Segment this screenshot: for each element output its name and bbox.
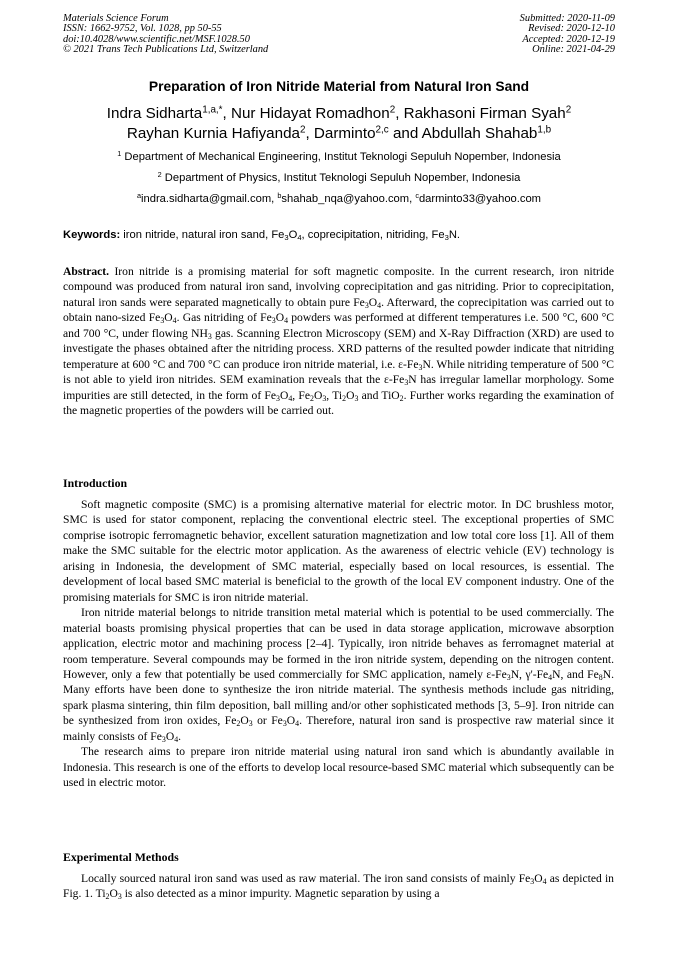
affiliation-1: $^1$ Department of Mechanical Engineering, Institut Teknologi Sepuluh Nopember, Indonesia [117,149,561,163]
experimental-body [63,871,614,902]
author-list [0,104,678,144]
introduction-body [63,497,614,791]
keywords-label: Keywords: [63,229,121,241]
author-line-2: Rayhan Kurnia Hafiyanda$^2$, Darminto$^{2,c}$ and Abdullah Shahab$^{1,b}$ [126,124,552,142]
date-revised: Revised: 2020-12-10 [528,23,615,35]
email-c[interactable]: darminto33@yahoo.com [418,193,542,205]
journal-copyright: © 2021 Trans Tech Publications Ltd, Switzerland [63,44,269,56]
intro-paragraph-1: Soft magnetic composite (SMC) is a promising alternative material for electric motor. In DC brushless motor, SMC is used for stator component, replacing the conventional electric steel. The exceptional properties of SMC comprise isotropic ferromagnetic behavior, excellent saturation magnetization and low total core loss [1]. All of them make the SMC suitable for the electric motor application. As the awareness of electric vehicle (EV) technology is arising in Indonesia, the development of SMC material, especially based on local resources, is essential. The development of local based SMC material is beneficial to the growth of the local EV component industry. One of the promising materials for SMC is iron nitride material. [63,498,614,604]
journal-info [63,14,268,56]
keywords: Keywords: iron nitride, natural iron sand, $Fe_3O_4$, coprecipitation, nitriding, $Fe_3N$. [63,229,460,242]
affiliation-2: $^2$ Department of Physics, Institut Teknologi Sepuluh Nopember, Indonesia [157,170,521,184]
author-line-1: Indra Sidharta$^{1,a,*}$, Nur Hidayat Romadhon$^2$, Rakhasoni Firman Syah$^2$ [106,104,572,122]
date-submitted: Submitted: 2020-11-09 [519,13,615,24]
paper-title: Preparation of Iron Nitride Material from Natural Iron Sand [148,79,530,94]
abstract-label: Abstract. [63,265,110,278]
intro-paragraph-3: The research aims to prepare iron nitride material using natural iron sand which is abundantly available in Indonesia. This research is one of the efforts to develop local resource-based SMC material which subsequently can be used in electric motor. [63,745,614,790]
intro-paragraph-2: Iron nitride material belongs to nitride transition metal material which is potential to be used commercially. The material boasts promising physical properties that can be used in data storage application, microwave absorption application, electric motor and machining process [2–4]. Typically, iron nitride behaves as ferromagnet material at room temperature. Several compounds may be formed in the iron nitride system, depending on the nitrogen content. However, only a few that potentially be used commercially for SMC application, namely $\varepsilon-Fe_3N$, $\gamma'-Fe_4N$, and $Fe_8N$. Many efforts have been done to synthesize the iron nitride material. The synthesis methods include gas nitriding, spark plasma sintering, thin film deposition, ball milling and/or other sophisticated methods [3, 5–9]. Iron nitride can be synthesized from iron oxides, $Fe_2O_3$ or $Fe_3O_4$. Therefore, natural iron sand is prospective raw material since it mainly consists of $Fe_3O_4$. [63,606,614,744]
submission-dates [520,14,615,56]
journal-issn: ISSN: 1662-9752, Vol. 1028, pp 50-55 [63,23,222,35]
date-online: Online: 2021-04-29 [532,44,615,56]
experimental-heading: Experimental Methods [63,850,179,864]
journal-name: Materials Science Forum [63,13,169,24]
author-emails: $^a$indra.sidharta@gmail.com, $^b$shahab_nqa@yahoo.com, $^c$darminto33@yahoo.com [136,191,542,205]
introduction-heading: Introduction [63,476,128,490]
journal-doi: doi:10.4028/www.scientific.net/MSF.1028.50 [63,33,250,45]
abstract: Abstract. Iron nitride is a promising material for soft magnetic composite. In the current research, iron nitride compound was produced from natural iron sand, involving coprecipitation and gas nitriding. Prior to coprecipitation, natural iron sands were separated magnetically to obtain pure $Fe_3O_4$. Afterward, the coprecipitation was carried out to obtain nano-sized $Fe_3O_4$. Gas nitriding of $Fe_3O_4$ powders was performed at different temperatures i.e. 500 °C, 600 °C and 700 °C, under flowing $NH_3$ gas. Scanning Electron Microscopy (SEM) and X-Ray Diffraction (XRD) are used to investigate the phases obtained after the nitriding process. XRD patterns of the resulted powder indicate that nitriding temperature at 600 °C and 700 °C can produce iron nitride material, i.e. $\varepsilon-Fe_3N$. While nitriding temperature of 500 °C is not able to yield iron nitrides. SEM examination reveals that the $\varepsilon-Fe_3N$ has irregular lamellar morphology. Some impurities are still detected, in the form of $Fe_3O_4$, $Fe_2O_3$, $Ti_2O_3$ and TiO$_2$. Further works regarding the examination of the magnetic properties of the powders will be carried out. [63,265,615,418]
date-accepted: Accepted: 2020-12-19 [522,33,615,45]
email-b[interactable]: shahab_nqa@yahoo.com, [281,193,416,205]
experimental-paragraph-1: Locally sourced natural iron sand was used as raw material. The iron sand consists of mainly $Fe_3O_4$ as depicted in Fig. 1. $Ti_2O_3$ is also detected as a minor impurity. Magnetic separation by using a [63,872,614,902]
email-a[interactable]: indra.sidharta@gmail.com, [141,193,278,205]
